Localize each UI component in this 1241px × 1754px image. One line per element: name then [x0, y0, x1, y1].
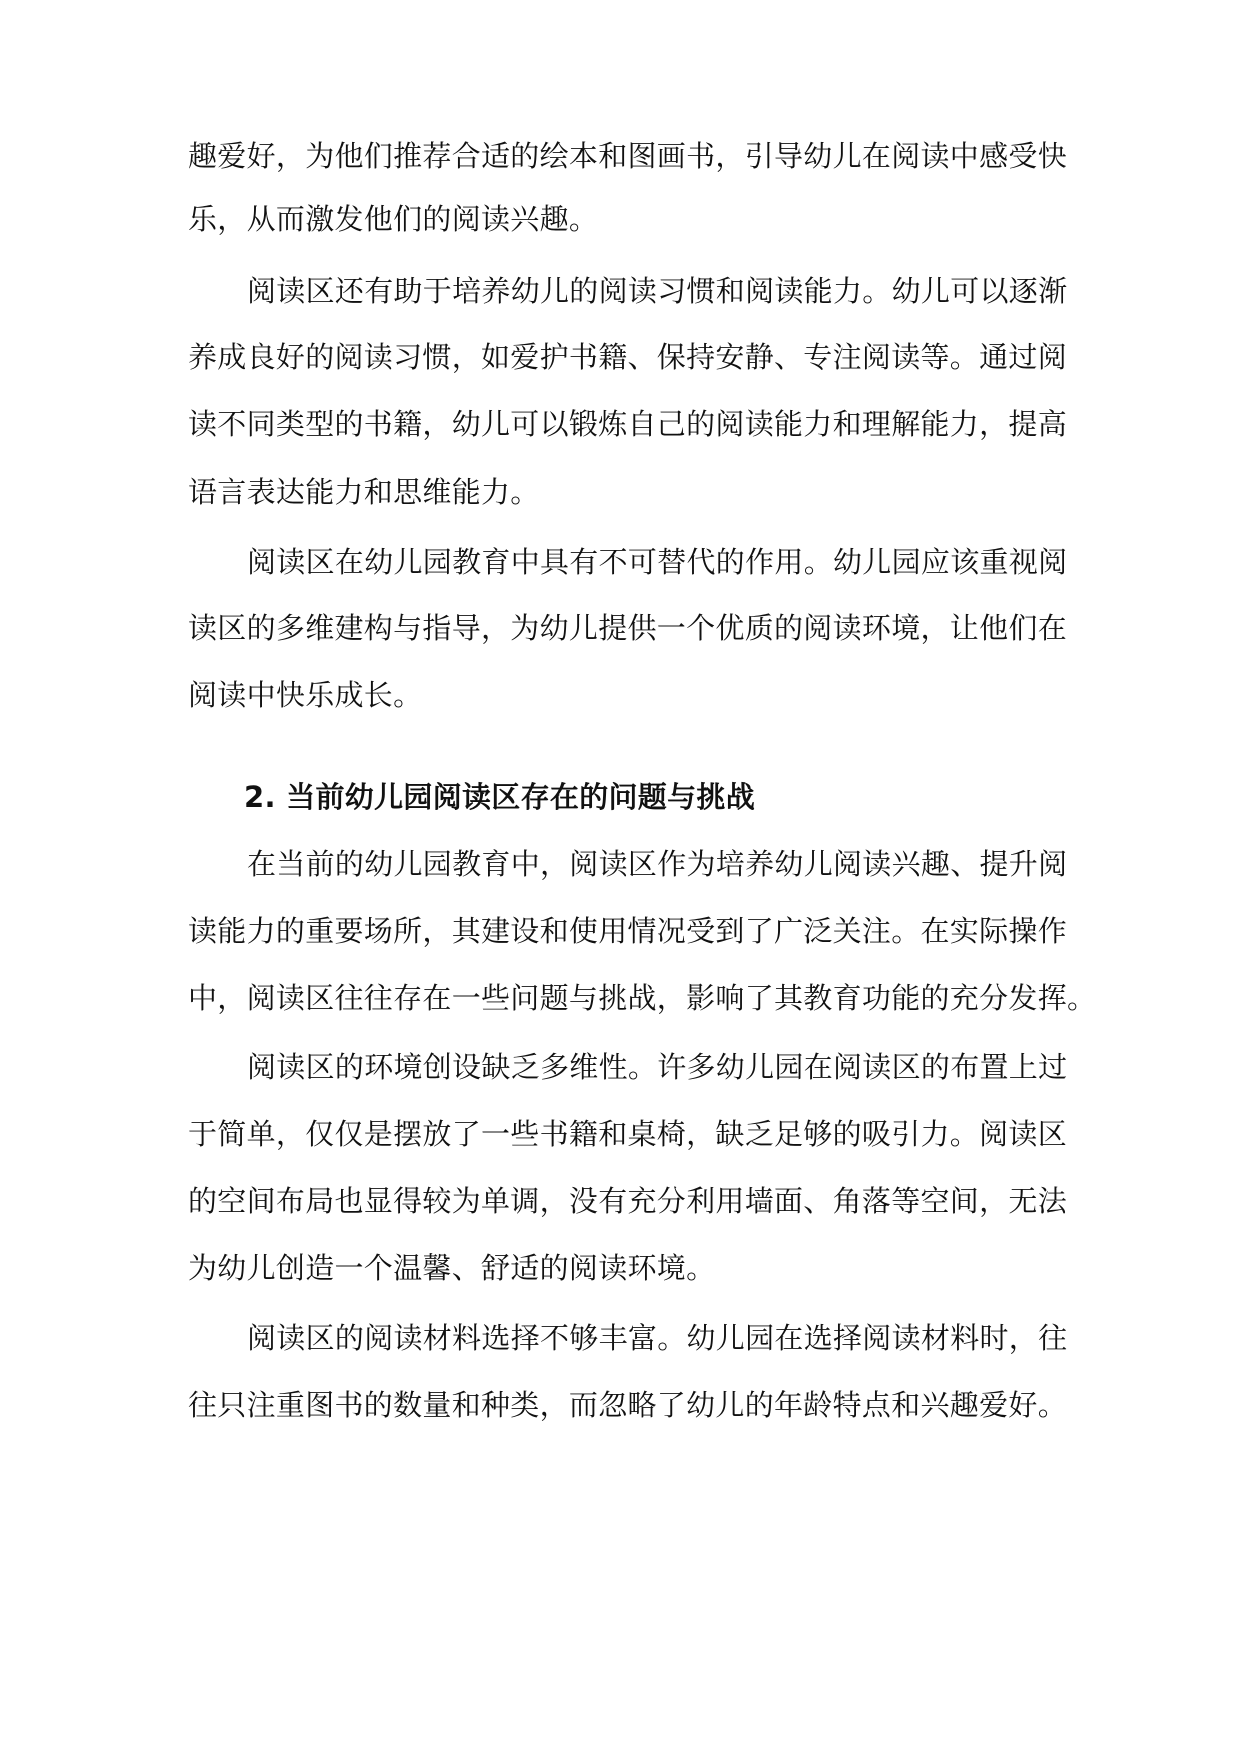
paragraph-4-line-3: 中，阅读区往往存在一些问题与挑战，影响了其教育功能的充分发挥。: [188, 981, 1097, 1015]
paragraph-5-line-1: 阅读区的环境创设缺乏多维性。许多幼儿园在阅读区的布置上过: [247, 1050, 1068, 1084]
paragraph-5-line-3: 的空间布局也显得较为单调，没有充分利用墙面、角落等空间，无法: [188, 1184, 1068, 1218]
paragraph-3-line-1: 阅读区在幼儿园教育中具有不可替代的作用。幼儿园应该重视阅: [247, 545, 1068, 579]
paragraph-2-line-1: 阅读区还有助于培养幼儿的阅读习惯和阅读能力。幼儿可以逐渐: [247, 274, 1068, 308]
paragraph-2-line-2: 养成良好的阅读习惯，如爱护书籍、保持安静、专注阅读等。通过阅: [188, 340, 1068, 374]
paragraph-6-line-2: 往只注重图书的数量和种类，而忽略了幼儿的年龄特点和兴趣爱好。: [188, 1388, 1068, 1422]
paragraph-1-line-1: 趣爱好，为他们推荐合适的绘本和图画书，引导幼儿在阅读中感受快: [188, 139, 1068, 173]
paragraph-2-line-3: 读不同类型的书籍，幼儿可以锻炼自己的阅读能力和理解能力，提高: [188, 407, 1068, 441]
section-heading: 2. 当前幼儿园阅读区存在的问题与挑战: [244, 780, 755, 814]
paragraph-5-line-2: 于简单，仅仅是摆放了一些书籍和桌椅，缺乏足够的吸引力。阅读区: [188, 1117, 1068, 1151]
paragraph-1-line-2: 乐，从而激发他们的阅读兴趣。: [188, 202, 599, 236]
paragraph-2-line-4: 语言表达能力和思维能力。: [188, 475, 540, 509]
paragraph-5-line-4: 为幼儿创造一个温馨、舒适的阅读环境。: [188, 1251, 716, 1285]
paragraph-3-line-2: 读区的多维建构与指导，为幼儿提供一个优质的阅读环境，让他们在: [188, 611, 1068, 645]
paragraph-4-line-2: 读能力的重要场所，其建设和使用情况受到了广泛关注。在实际操作: [188, 914, 1068, 948]
paragraph-6-line-1: 阅读区的阅读材料选择不够丰富。幼儿园在选择阅读材料时，往: [247, 1321, 1068, 1355]
paragraph-3-line-3: 阅读中快乐成长。: [188, 678, 423, 712]
paragraph-4-line-1: 在当前的幼儿园教育中，阅读区作为培养幼儿阅读兴趣、提升阅: [247, 847, 1068, 881]
